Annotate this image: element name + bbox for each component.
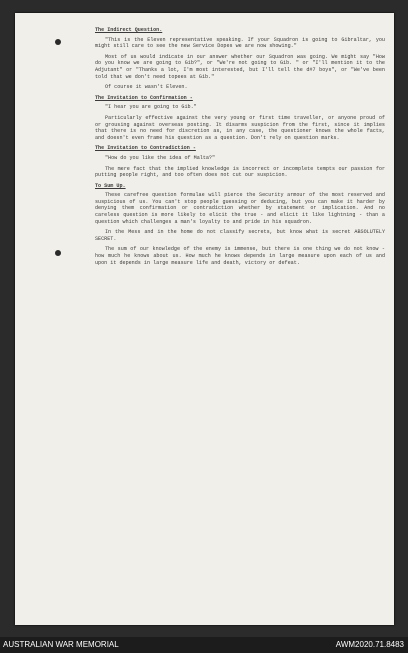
document-body <box>95 25 385 270</box>
section-heading: The Invitation to Confirmation - <box>95 94 193 101</box>
section-heading: To Sum Up. <box>95 182 126 189</box>
paragraph: Of course it wasn't Eleven. <box>105 84 188 91</box>
archive-footer <box>0 637 408 653</box>
section-heading: The Indirect Question. <box>95 27 163 33</box>
quote: "I hear you are going to Gib." <box>105 104 197 111</box>
paragraph: These carefree question formulae will pierce the Security armour of the most reserved and suspicious of us. You can't stop people guessing or deducing, but you can make it harder by denying them confirmation or contradiction whether by statement or implication. And no careless question is more likely to elicit the true - and elicit it like lightning - than a question which challenges a man's loyalty to and pride in his squadron. <box>95 192 385 225</box>
paragraph: The sum of our knowledge of the enemy is immense, but there is one thing we do not know - how much he knows about us. How much he knows depends in large measure upon each of us and upon it depends in large measure life and death, victory or defeat. <box>95 246 385 266</box>
institution-name: AUSTRALIAN WAR MEMORIAL <box>3 640 119 649</box>
accession-number: AWM2020.71.8483 <box>335 640 404 649</box>
punch-hole <box>55 39 61 45</box>
paragraph: In the Mess and in the home do not classify secrets, but know what is secret ABSOLUTELY SECRET. <box>95 229 385 242</box>
punch-hole <box>55 250 61 256</box>
paragraph: The mere fact that the implied knowledge is incorrect or incomplete tempts our passion for putting people right, and too often does not cut our suspicion. <box>95 165 385 179</box>
section-heading: The Invitation to Contradiction - <box>95 145 196 152</box>
paragraph: "This is the Eleven representative speaking. If your Squadron is going to Gibraltar, you might still care to see the new Service Dopes we are now showing." <box>95 36 385 50</box>
paragraph: Most of us would indicate in our answer whether our Squadron was going. We might say "How do you know we are going to Gib?", or "We're not going to Gib. " or "I'll mention it to the Adjutant" or "Thanks a lot, I'm most interested, but I'll tell the d#7 boys", or "We've been told that we don't need topees at Gib." <box>95 53 385 80</box>
paragraph: Particularly effective against the very young or first time traveller, or anyone proud of or grousing against overseas posting. It disarms suspicion from the first, since it implies that there is no need for discretion as, in any case, the questioner knows the whole facts, and doesn't even frame his question as a question. Don't rely on question marks. <box>95 114 385 141</box>
document-page <box>15 13 394 625</box>
quote: "How do you like the idea of Malta?" <box>105 154 216 161</box>
